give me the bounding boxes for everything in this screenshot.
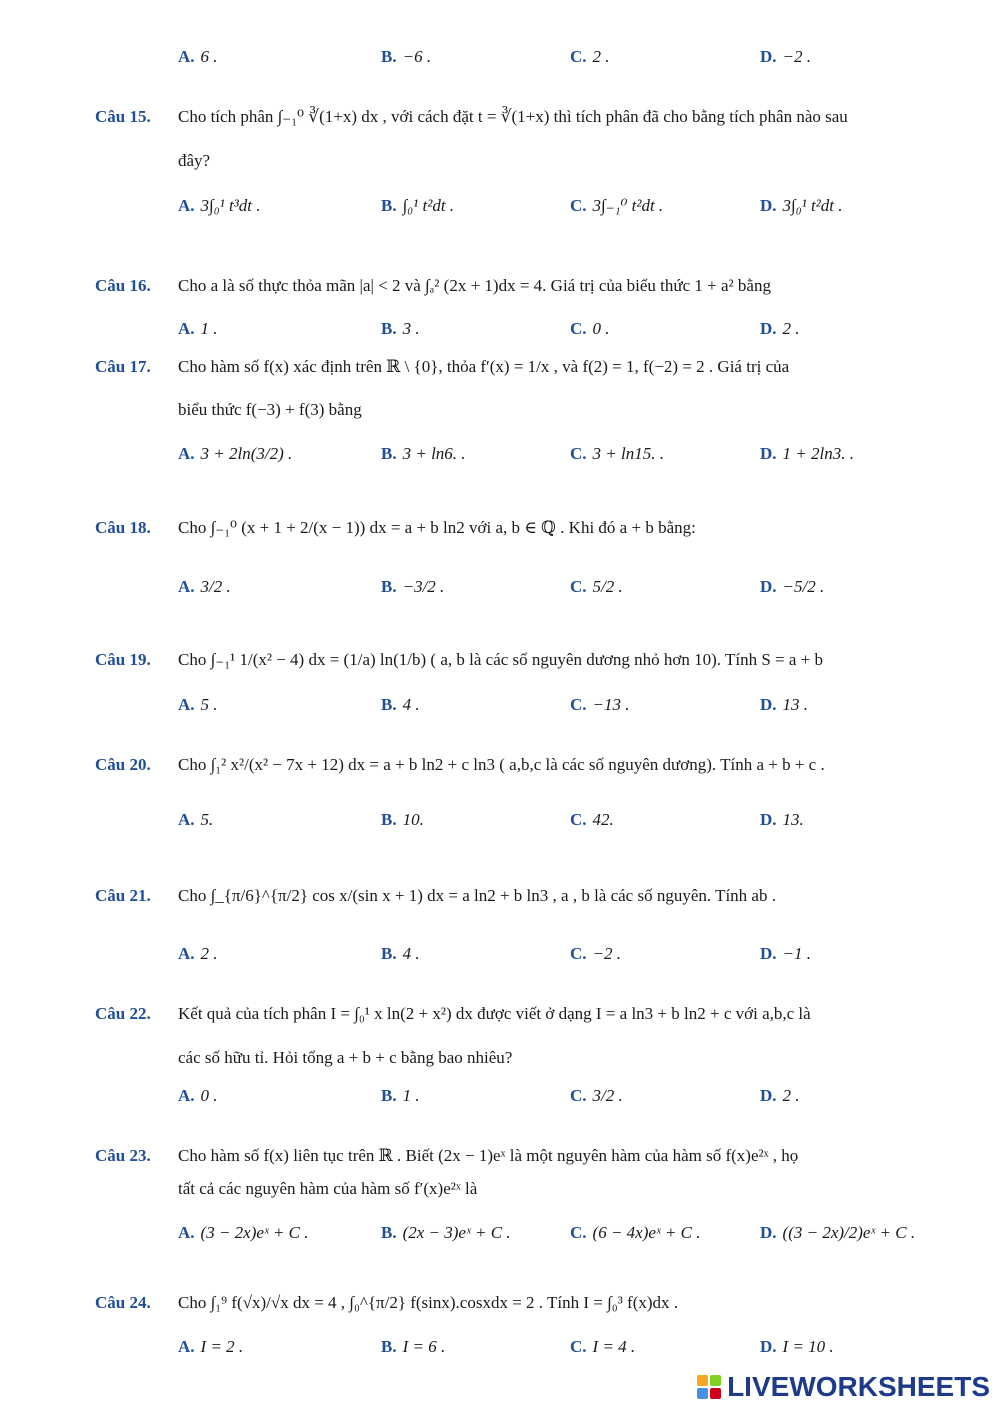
option-value: −6 . [402,47,432,66]
option-letter: C. [570,319,587,338]
option-letter: C. [570,444,587,463]
answer-option[interactable] [178,319,218,339]
option-letter: A. [178,1223,195,1242]
option-letter: C. [570,695,587,714]
answer-option[interactable] [178,695,218,715]
question-text: Cho ∫₋₁⁰ (x + 1 + 2/(x − 1)) dx = a + b ln2 với a, b ∈ ℚ . Khi đó a + b bằng: [178,518,696,537]
option-letter: D. [760,444,777,463]
option-value: 2 . [782,1086,800,1105]
option-letter: D. [760,810,777,829]
option-value: 2 . [200,944,218,963]
option-letter: D. [760,695,777,714]
option-letter: B. [381,577,397,596]
option-letter: D. [760,319,777,338]
answer-option[interactable] [760,1337,834,1357]
option-letter: C. [570,944,587,963]
option-letter: B. [381,944,397,963]
option-value: −5/2 . [782,577,825,596]
answer-option[interactable] [570,47,610,67]
option-letter: B. [381,319,397,338]
option-value: (2x − 3)eˣ + C . [402,1223,511,1242]
option-letter: B. [381,196,397,215]
option-value: 5. [200,810,214,829]
option-letter: C. [570,196,587,215]
question-text: đây? [178,151,211,170]
answer-option[interactable] [381,319,420,339]
question-number: Câu 23. [95,1146,151,1165]
question-text: biểu thức f(−3) + f(3) bằng [178,400,362,419]
option-value: 13. [782,810,804,829]
option-value: 42. [592,810,614,829]
option-letter: C. [570,47,587,66]
option-letter: A. [178,444,195,463]
option-value: 4 . [402,695,420,714]
answer-option[interactable] [178,577,231,597]
option-letter: D. [760,944,777,963]
option-value: 3∫₋₁⁰ t²dt . [592,196,664,215]
question-number: Câu 16. [95,276,151,295]
question-number: Câu 18. [95,518,151,537]
answer-option[interactable] [760,577,824,597]
option-value: 4 . [402,944,420,963]
answer-option[interactable] [381,1337,445,1357]
option-value: ∫₀¹ t²dt . [402,196,455,215]
answer-option[interactable] [178,444,292,464]
question-text: Cho a là số thực thỏa mãn |a| < 2 và ∫ₐ² (2x + 1)dx = 4. Giá trị của biểu thức 1 + a² bằng [178,276,771,295]
option-letter: D. [760,1086,777,1105]
option-letter: A. [178,810,195,829]
answer-option[interactable] [760,196,843,216]
option-letter: D. [760,577,777,596]
option-letter: B. [381,444,397,463]
question-number: Câu 17. [95,357,151,376]
option-value: I = 6 . [402,1337,446,1356]
option-value: 3∫₀¹ t²dt . [782,196,843,215]
answer-option[interactable] [178,1086,218,1106]
answer-option[interactable] [760,1223,915,1243]
answer-option[interactable] [570,695,630,715]
option-value: 3 . [402,319,420,338]
answer-option[interactable] [570,196,663,216]
option-value: 3 + ln6. . [402,444,466,463]
question-text: Cho ∫₁² x²/(x² − 7x + 12) dx = a + b ln2 + c ln3 ( a,b,c là các số nguyên dương). Tính a + b + c . [178,755,825,774]
option-value: −2 . [782,47,812,66]
option-letter: D. [760,1337,777,1356]
option-value: 3 + 2ln(3/2) . [200,444,293,463]
option-letter: B. [381,1086,397,1105]
option-letter: B. [381,47,397,66]
option-letter: D. [760,47,777,66]
question-number: Câu 20. [95,755,151,774]
option-letter: A. [178,695,195,714]
answer-option[interactable] [178,47,218,67]
option-letter: B. [381,1337,397,1356]
answer-option[interactable] [570,577,623,597]
option-value: −3/2 . [402,577,445,596]
question-number: Câu 21. [95,886,151,905]
option-value: 1 . [200,319,218,338]
answer-option[interactable] [381,695,420,715]
answer-option[interactable] [381,196,454,216]
option-value: 10. [402,810,424,829]
question-text: tất cả các nguyên hàm của hàm số f′(x)e²ˣ là [178,1179,478,1198]
answer-option[interactable] [381,944,420,964]
option-value: I = 10 . [782,1337,834,1356]
option-value: (6 − 4x)eˣ + C . [592,1223,701,1242]
option-letter: A. [178,944,195,963]
option-letter: D. [760,1223,777,1242]
answer-option[interactable] [760,319,800,339]
option-letter: C. [570,1337,587,1356]
option-value: 2 . [592,47,610,66]
option-value: (3 − 2x)eˣ + C . [200,1223,309,1242]
answer-option[interactable] [381,577,444,597]
option-letter: B. [381,695,397,714]
option-value: 6 . [200,47,218,66]
question-number: Câu 24. [95,1293,151,1312]
option-value: 5 . [200,695,218,714]
answer-option[interactable] [760,47,811,67]
option-letter: C. [570,1223,587,1242]
option-value: 0 . [200,1086,218,1105]
option-letter: A. [178,319,195,338]
question-text: Kết quả của tích phân I = ∫₀¹ x ln(2 + x²) dx được viết ở dạng I = a ln3 + b ln2 + c với a,b,c là [178,1004,811,1023]
answer-option[interactable] [570,444,664,464]
option-letter: A. [178,1337,195,1356]
option-letter: A. [178,1086,195,1105]
option-value: −2 . [592,944,622,963]
option-letter: D. [760,196,777,215]
option-value: ((3 − 2x)/2)eˣ + C . [782,1223,916,1242]
answer-option[interactable] [760,695,808,715]
question-number: Câu 15. [95,107,151,126]
option-value: 0 . [592,319,610,338]
option-value: 1 + 2ln3. . [782,444,854,463]
answer-option[interactable] [570,810,614,830]
question-text: Cho ∫₋₁¹ 1/(x² − 4) dx = (1/a) ln(1/b) ( a, b là các số nguyên dương nhỏ hơn 10). Tính S = a + b [178,650,824,669]
question-text: Cho ∫₁⁹ f(√x)/√x dx = 4 , ∫₀^{π/2} f(sinx).cosxdx = 2 . Tính I = ∫₀³ f(x)dx . [178,1293,679,1312]
answer-option[interactable] [381,47,431,67]
logo-text: LIVEWORKSHEETS [727,1371,990,1402]
logo-grid-icon [697,1375,721,1399]
answer-option[interactable] [760,444,854,464]
option-value: 3∫₀¹ t³dt . [200,196,261,215]
option-letter: C. [570,577,587,596]
option-value: I = 2 . [200,1337,244,1356]
answer-option[interactable] [178,1223,309,1243]
answer-option[interactable] [570,944,621,964]
option-value: 3 + ln15. . [592,444,664,463]
question-text: Cho tích phân ∫₋₁⁰ ∛(1+x) dx , với cách đặt t = ∛(1+x) thì tích phân đã cho bằng tích phân nào sau [178,107,848,126]
question-text: các số hữu tỉ. Hỏi tổng a + b + c bằng bao nhiêu? [178,1048,513,1067]
answer-option[interactable] [760,1086,800,1106]
question-text: Cho hàm số f(x) xác định trên ℝ \ {0}, thỏa f′(x) = 1/x , và f(2) = 1, f(−2) = 2 . Giá trị của [178,357,790,376]
option-letter: B. [381,810,397,829]
question-text: Cho ∫_{π/6}^{π/2} cos x/(sin x + 1) dx = a ln2 + b ln3 , a , b là các số nguyên. Tính ab . [178,886,776,905]
answer-option[interactable] [570,319,610,339]
answer-option[interactable] [178,944,218,964]
option-letter: C. [570,810,587,829]
answer-option[interactable] [570,1086,623,1106]
answer-option[interactable] [381,1086,420,1106]
option-value: I = 4 . [592,1337,636,1356]
answer-option[interactable] [381,444,466,464]
option-value: 1 . [402,1086,420,1105]
answer-option[interactable] [178,1337,243,1357]
answer-option[interactable] [178,196,261,216]
option-value: −13 . [592,695,630,714]
option-letter: A. [178,47,195,66]
answer-option[interactable] [570,1337,635,1357]
question-text: Cho hàm số f(x) liên tục trên ℝ . Biết (2x − 1)eˣ là một nguyên hàm của hàm số f(x)e²ˣ , họ [178,1146,799,1165]
question-number: Câu 19. [95,650,151,669]
answer-option[interactable] [381,1223,511,1243]
option-value: −1 . [782,944,812,963]
answer-option[interactable] [570,1223,701,1243]
answer-option[interactable] [381,810,424,830]
option-value: 3/2 . [592,1086,623,1105]
answer-option[interactable] [760,944,811,964]
answer-option[interactable] [760,810,804,830]
option-value: 3/2 . [200,577,231,596]
question-number: Câu 22. [95,1004,151,1023]
option-letter: B. [381,1223,397,1242]
option-letter: A. [178,196,195,215]
option-value: 2 . [782,319,800,338]
option-letter: A. [178,577,195,596]
liveworksheets-logo[interactable] [697,1371,990,1403]
option-value: 13 . [782,695,809,714]
option-value: 5/2 . [592,577,623,596]
option-letter: C. [570,1086,587,1105]
answer-option[interactable] [178,810,213,830]
